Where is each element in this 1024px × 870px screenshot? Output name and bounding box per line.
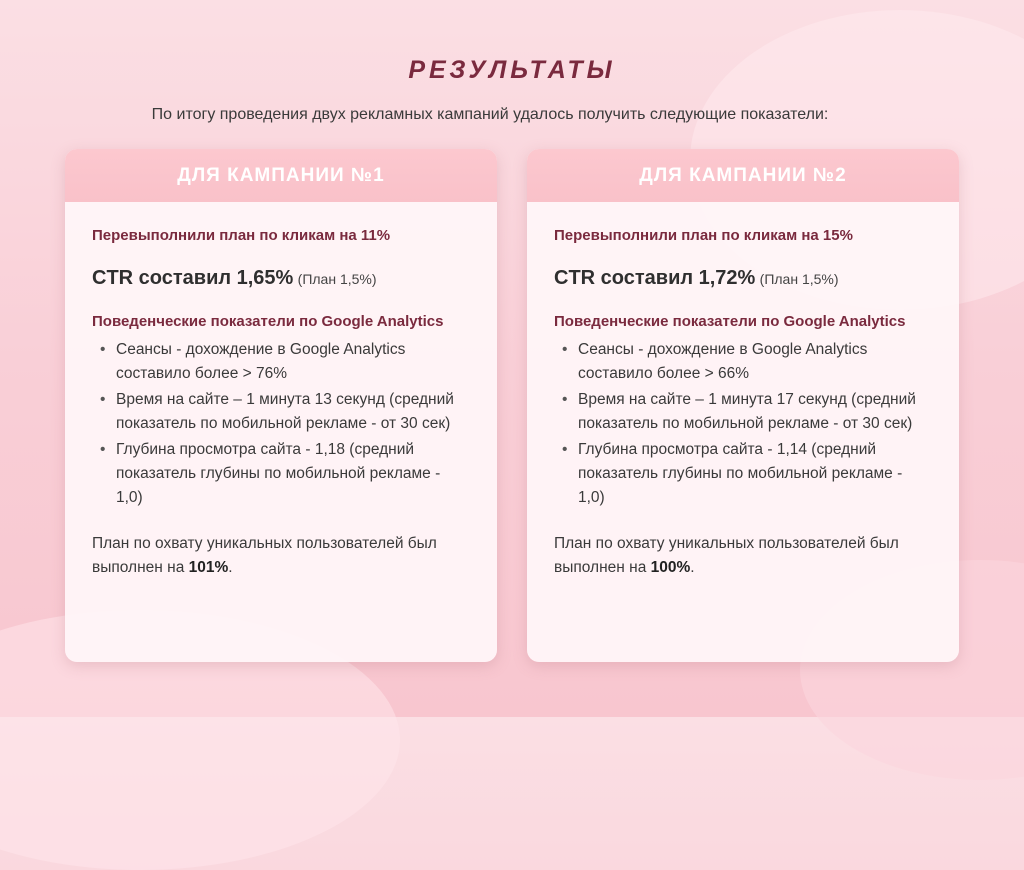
page-subtitle: По итогу проведения двух рекламных кампаний удалось получить следующие показатели: [151,106,829,123]
ctr-value: CTR составил 1,72% [554,267,756,289]
list-item [562,388,933,436]
bullet-icon: • [562,391,568,408]
list-item [562,338,933,386]
list-item-text: Время на сайте – 1 минута 17 секунд (средний показатель по мобильной рекламе - от 30 сек) [578,391,916,432]
list-item-text: Глубина просмотра сайта - 1,14 (средний показатель глубины по мобильной рекламе - 1,0) [578,441,903,506]
list-item [100,438,471,510]
list-item-text: Сеансы - дохождение в Google Analytics составило более > 76% [116,341,406,382]
card-header: ДЛЯ КАМПАНИИ №2 [527,149,959,202]
clicks-result: Перевыполнили план по кликам на 11% [92,227,391,244]
bullet-icon: • [100,441,106,458]
list-item [100,388,471,436]
ctr-plan: (План 1,5%) [297,271,377,287]
clicks-result: Перевыполнили план по кликам на 15% [554,227,853,244]
behavior-list [92,338,471,510]
coverage-result [92,532,471,580]
card-body [527,202,959,580]
behavior-list [554,338,933,510]
list-item-text: Сеансы - дохождение в Google Analytics составило более > 66% [578,341,868,382]
coverage-text: План по охвату уникальных пользователей был выполнен на [92,535,437,576]
coverage-text: План по охвату уникальных пользователей был выполнен на [554,535,899,576]
ctr-result [554,264,933,294]
ctr-value: CTR составил 1,65% [92,267,294,289]
list-item-text: Глубина просмотра сайта - 1,18 (средний показатель глубины по мобильной рекламе - 1,0) [116,441,441,506]
list-item [100,338,471,386]
page-title: РЕЗУЛЬТАТЫ [408,56,616,84]
card-body [65,202,497,580]
bullet-icon: • [562,441,568,458]
list-item [562,438,933,510]
bullet-icon: • [562,341,568,358]
coverage-value: 101% [188,559,229,576]
bullet-icon: • [100,391,106,408]
coverage-end: . [228,559,233,576]
behavior-title: Поведенческие показатели по Google Analytics [554,313,906,330]
coverage-value: 100% [650,559,691,576]
list-item-text: Время на сайте – 1 минута 13 секунд (средний показатель по мобильной рекламе - от 30 сек) [116,391,454,432]
card-header: ДЛЯ КАМПАНИИ №1 [65,149,497,202]
behavior-title: Поведенческие показатели по Google Analytics [92,313,444,330]
coverage-end: . [690,559,695,576]
coverage-result [554,532,933,580]
ctr-plan: (План 1,5%) [759,271,839,287]
campaign-card-2 [527,149,959,662]
bullet-icon: • [100,341,106,358]
campaign-card-1 [65,149,497,662]
ctr-result [92,264,471,294]
